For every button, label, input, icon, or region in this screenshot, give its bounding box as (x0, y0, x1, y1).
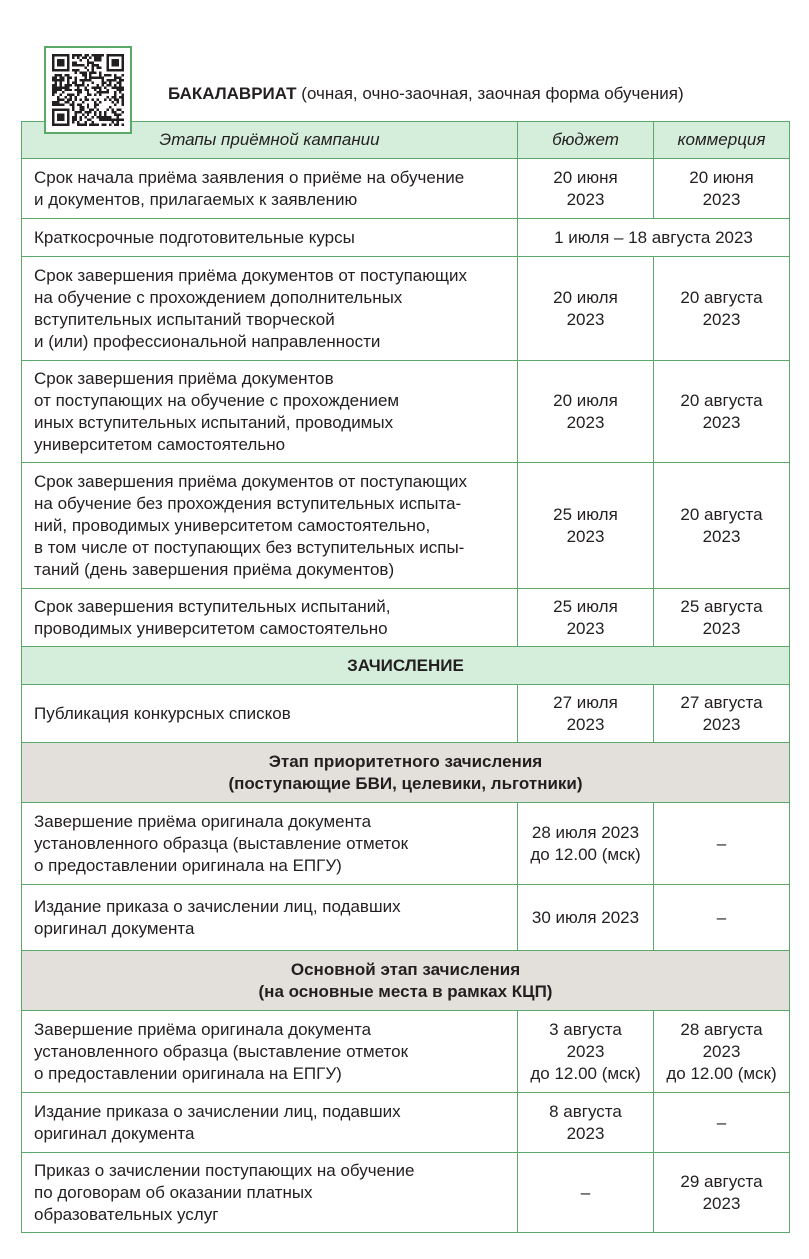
admission-schedule-table (21, 121, 790, 1233)
stage-cell: Срок завершения приёма документов от поступающих на обучение без прохождения вступительных испыта- ний, проводимых университетом самостоятельно, в том числе от поступающих без вступительных испы- таний (день завершения приёма документов) (22, 463, 518, 589)
table-row (22, 219, 790, 257)
section-row-enrollment (22, 647, 790, 685)
qr-code-graphic (52, 54, 124, 126)
commerce-cell: 20 августа 2023 (654, 463, 790, 589)
section-heading-priority: Этап приоритетного зачисления (поступающие БВИ, целевики, льготники) (22, 743, 790, 803)
commerce-cell: 29 августа 2023 (654, 1153, 790, 1233)
table-row (22, 885, 790, 951)
budget-cell: 25 июля 2023 (518, 589, 654, 647)
commerce-cell: 27 августа 2023 (654, 685, 790, 743)
stage-cell: Срок завершения приёма документов от поступающих на обучение с прохождением дополнительных вступительных испытаний творческой и (или) профессиональной направленности (22, 257, 518, 361)
stage-cell: Публикация конкурсных списков (22, 685, 518, 743)
page-title (168, 84, 684, 104)
merged-date-cell: 1 июля – 18 августа 2023 (518, 219, 790, 257)
column-header-commerce: коммерция (654, 122, 790, 159)
stage-cell: Завершение приёма оригинала документа установленного образца (выставление отметок о предоставлении оригинала на ЕПГУ) (22, 1011, 518, 1093)
budget-cell: 20 июля 2023 (518, 361, 654, 463)
commerce-cell: 25 августа 2023 (654, 589, 790, 647)
commerce-cell: – (654, 803, 790, 885)
budget-cell: 8 августа 2023 (518, 1093, 654, 1153)
section-row-priority (22, 743, 790, 803)
table-row (22, 463, 790, 589)
table-row (22, 361, 790, 463)
table-row (22, 1011, 790, 1093)
table-row (22, 1153, 790, 1233)
budget-cell: 28 июля 2023 до 12.00 (мск) (518, 803, 654, 885)
stage-cell: Приказ о зачислении поступающих на обучение по договорам об оказании платных образовательных услуг (22, 1153, 518, 1233)
stage-cell: Срок начала приёма заявления о приёме на обучение и документов, прилагаемых к заявлению (22, 159, 518, 219)
table-row (22, 1093, 790, 1153)
stage-cell: Издание приказа о зачислении лиц, подавших оригинал документа (22, 885, 518, 951)
section-row-main (22, 951, 790, 1011)
commerce-cell: 20 августа 2023 (654, 361, 790, 463)
commerce-cell: – (654, 885, 790, 951)
page-title-bold: БАКАЛАВРИАТ (168, 84, 297, 103)
qr-code-icon (44, 46, 132, 134)
section-heading-enrollment: ЗАЧИСЛЕНИЕ (22, 647, 790, 685)
budget-cell: 30 июля 2023 (518, 885, 654, 951)
stage-cell: Срок завершения вступительных испытаний, проводимых университетом самостоятельно (22, 589, 518, 647)
budget-cell: 20 июня 2023 (518, 159, 654, 219)
commerce-cell: 20 июня 2023 (654, 159, 790, 219)
section-heading-main: Основной этап зачисления (на основные места в рамках КЦП) (22, 951, 790, 1011)
table-row (22, 803, 790, 885)
page-title-rest: (очная, очно-заочная, заочная форма обучения) (296, 84, 684, 103)
commerce-cell: 28 августа 2023 до 12.00 (мск) (654, 1011, 790, 1093)
budget-cell: 20 июля 2023 (518, 257, 654, 361)
table-row (22, 589, 790, 647)
budget-cell: – (518, 1153, 654, 1233)
table-row (22, 159, 790, 219)
table-row (22, 257, 790, 361)
budget-cell: 27 июля 2023 (518, 685, 654, 743)
table-row (22, 685, 790, 743)
budget-cell: 25 июля 2023 (518, 463, 654, 589)
stage-cell: Краткосрочные подготовительные курсы (22, 219, 518, 257)
column-header-stage: Этапы приёмной кампании (22, 122, 518, 159)
table-header-row (22, 122, 790, 159)
commerce-cell: 20 августа 2023 (654, 257, 790, 361)
commerce-cell: – (654, 1093, 790, 1153)
budget-cell: 3 августа 2023 до 12.00 (мск) (518, 1011, 654, 1093)
stage-cell: Срок завершения приёма документов от поступающих на обучение с прохождением иных вступительных испытаний, проводимых университетом самостоятельно (22, 361, 518, 463)
column-header-budget: бюджет (518, 122, 654, 159)
stage-cell: Завершение приёма оригинала документа установленного образца (выставление отметок о предоставлении оригинала на ЕПГУ) (22, 803, 518, 885)
stage-cell: Издание приказа о зачислении лиц, подавших оригинал документа (22, 1093, 518, 1153)
